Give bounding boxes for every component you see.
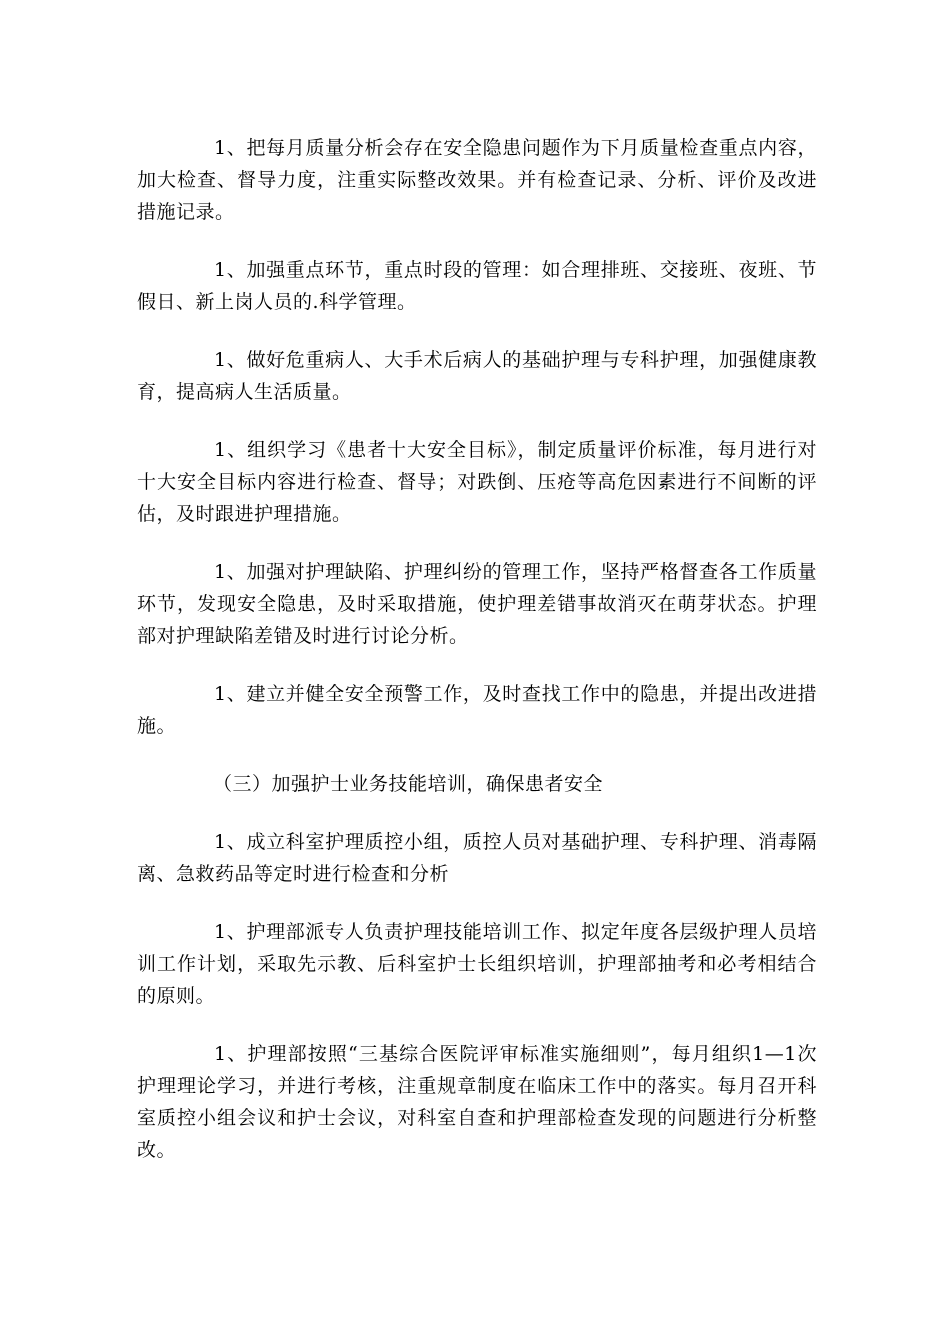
paragraph-3: 1、做好危重病人、大手术后病人的基础护理与专科护理，加强健康教育，提高病人生活质量。 [137,349,817,403]
paragraph-5: 1、加强对护理缺陷、护理纠纷的管理工作，坚持严格督查各工作质量环节，发现安全隐患，及时采取措施，使护理差错事故消灭在萌芽状态。护理部对护理缺陷差错及时进行讨论分析。 [137,561,817,647]
paragraph-6: 1、建立并健全安全预警工作，及时查找工作中的隐患，并提出改进措施。 [137,683,817,737]
document-body [137,132,817,1192]
paragraph-2: 1、加强重点环节，重点时段的管理：如合理排班、交接班、夜班、节假日、新上岗人员的.科学管理。 [137,259,817,313]
paragraph-4: 1、组织学习《患者十大安全目标》，制定质量评价标准，每月进行对十大安全目标内容进行检查、督导；对跌倒、压疮等高危因素进行不间断的评估，及时跟进护理措施。 [137,439,817,525]
section-heading: （三）加强护士业务技能培训，确保患者安全 [213,773,604,795]
paragraph-8: 1、护理部派专人负责护理技能培训工作、拟定年度各层级护理人员培训工作计划，采取先示教、后科室护士长组织培训，护理部抽考和必考相结合的原则。 [137,921,817,1007]
paragraph-7: 1、成立科室护理质控小组，质控人员对基础护理、专科护理、消毒隔离、急救药品等定时进行检查和分析 [137,831,817,885]
paragraph-1: 1、把每月质量分析会存在安全隐患问题作为下月质量检查重点内容，加大检查、督导力度，注重实际整改效果。并有检查记录、分析、评价及改进措施记录。 [137,137,817,223]
paragraph-9: 1、护理部按照“三基综合医院评审标准实施细则”，每月组织1—1次护理理论学习，并进行考核，注重规章制度在临床工作中的落实。每月召开科室质控小组会议和护士会议，对科室自查和护理部检查发现的问题进行分析整改。 [137,1043,817,1161]
